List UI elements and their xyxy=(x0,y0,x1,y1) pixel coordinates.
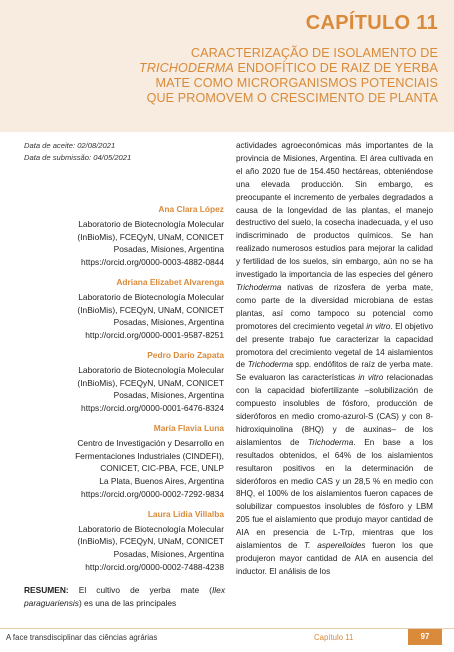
author-affiliation-line: Posadas, Misiones, Argentina xyxy=(113,549,224,560)
chapter-title xyxy=(60,46,438,106)
italic-term: Trichoderma xyxy=(307,437,354,447)
footer-chapter: Capítulo 11 xyxy=(314,633,354,642)
author-name: Pedro Darío Zapata xyxy=(147,349,224,360)
author-affiliation-line: (InBioMis), FCEQyN, UNaM, CONICET xyxy=(77,304,224,315)
author-affiliation-line: https://orcid.org/0000-0003-4882-0844 xyxy=(81,257,224,268)
italic-term: Ilex paraguariensis xyxy=(24,585,226,608)
author-block xyxy=(24,508,224,574)
italic-term: T. asperelloides xyxy=(304,541,366,551)
author-affiliation-line: https://orcid.org/0000-0001-6476-8324 xyxy=(81,403,224,414)
author-affiliation-line: http://orcid.org/0000-0002-7488-4238 xyxy=(85,561,224,572)
text-run: . En base a los resultados obtenidos, el 64% de los aislamientos resultaron positivos en la determinación de sideróforos en medio CAS y un 28,5 % en medio con 8HQ, el 100% de los aislamientos fueron capaces de solubilizar compuestos insolubles de fósforo y LBM 205 fue el aislamiento que produjo mayor cantidad de AIA en presencia de L-Trp, mientras que los aislamientos de xyxy=(236,437,433,551)
italic-term: Trichoderma xyxy=(247,360,294,370)
author-block xyxy=(24,349,224,415)
author-affiliation-line: Laboratorio de Biotecnología Molecular xyxy=(78,523,224,534)
author-name: María Flavia Luna xyxy=(153,422,224,433)
submitted-date: Data de submissão: 04/05/2021 xyxy=(24,153,132,162)
accepted-date: Data de aceite: 02/08/2021 xyxy=(24,141,116,150)
author-block xyxy=(24,276,224,342)
abstract-label: RESUMEN: xyxy=(24,585,69,595)
title-line: QUE PROMOVEM O CRESCIMENTO DE PLANTA xyxy=(146,91,438,105)
chapter-header xyxy=(0,0,454,132)
title-line: MATE COMO MICRORGANISMOS POTENCIAIS xyxy=(155,76,438,90)
author-affiliation-line: CONICET, CIC-PBA, FCE, UNLP xyxy=(100,463,224,474)
author-affiliation-line: Laboratorio de Biotecnología Molecular xyxy=(78,364,224,375)
italic-term: in vitro xyxy=(358,373,384,383)
text-run: nativas de rizosfera de yerba mate, como parte de la diversidad microbiana de estas plantas, así como tampoco su potencial como promotores del crecimiento vegetal xyxy=(236,282,433,331)
author-affiliation-line: Laboratorio de Biotecnología Molecular xyxy=(78,291,224,302)
author-affiliation-line: https://orcid.org/0000-0002-7292-9834 xyxy=(81,488,224,499)
author-affiliation-line: (InBioMis), FCEQyN, UNaM, CONICET xyxy=(77,377,224,388)
author-block xyxy=(24,203,224,269)
text-run: relacionadas con la capacidad biofertilizante –solubilización de compuesto insolubles de fósforo, producción de sideróforos en medio cromo-azurol-S (CAS) y con 8-hidroxiquinolina (8HQ) y de auxinas– de los aislamientos de xyxy=(236,373,433,447)
abstract-start xyxy=(24,584,225,610)
author-affiliation-line: http://orcid.org/0000-0001-9587-8251 xyxy=(85,330,224,341)
author-affiliation-line: Fermentaciones Industriales (CINDEFI), xyxy=(75,450,224,461)
page-number: 97 xyxy=(408,629,442,645)
text-run: fueron los que produjeron mayor cantidad de AIA en ausencia del inductor. El análisis de los xyxy=(236,541,434,576)
abstract-continuation xyxy=(236,140,433,579)
author-name: Adriana Elizabet Alvarenga xyxy=(116,276,224,287)
text-run: actividades agroeconómicas más importantes de la provincia de Misiones, Argentina. El área cultivada en el año 2020 fue de 154.450 hectáreas, obteniéndose una elevada producción. Sin embargo, es preocupante el incremento de yerbales degradados a causa de la longevidad de las plantas, el manejo destructivo del suelo, la cosecha inadecuada, y el uso indiscriminado de productos químicos. Se han realizado numerosos estudios para mejorar la calidad y fertilidad de los suelos, sin embargo, aún no se ha investigado la importancia de las especies del género xyxy=(236,141,433,280)
text-run: ) es una de las principales xyxy=(78,598,177,608)
author-name: Laura Lidia Villalba xyxy=(147,508,224,519)
left-column xyxy=(24,140,224,581)
italic-term: in vitro xyxy=(366,321,391,331)
text-run: El cultivo de yerba mate ( xyxy=(78,585,212,595)
author-affiliation-line: La Plata, Buenos Aires, Argentina xyxy=(99,476,224,487)
author-affiliation-line: Posadas, Misiones, Argentina xyxy=(113,317,224,328)
author-affiliation-line: Posadas, Misiones, Argentina xyxy=(113,390,224,401)
author-affiliation-line: Laboratorio de Biotecnología Molecular xyxy=(78,218,224,229)
author-affiliation-line: Posadas, Misiones, Argentina xyxy=(113,244,224,255)
author-affiliation-line: (InBioMis), FCEQyN, UNaM, CONICET xyxy=(77,536,224,547)
title-line: CARACTERIZAÇÃO DE ISOLAMENTO DE xyxy=(190,46,438,60)
author-list xyxy=(24,203,224,574)
author-affiliation-line: Centro de Investigación y Desarrollo en xyxy=(77,437,224,448)
book-title: A face transdisciplinar das ciências agrárias xyxy=(6,633,158,642)
text-run: . El objetivo del presente trabajo fue caracterizar la capacidad promotora del crecimiento vegetal de 14 aislamientos de xyxy=(236,321,434,370)
page-footer xyxy=(0,628,454,645)
text-run: spp. endófitos de raíz de yerba mate. Se evaluaron las características xyxy=(236,360,433,383)
author-name: Ana Clara López xyxy=(158,204,224,214)
chapter-number: CAPÍTULO 11 xyxy=(305,12,438,34)
author-affiliation-line: (InBioMis), FCEQyN, UNaM, CONICET xyxy=(77,231,224,242)
title-line: TRICHODERMA ENDOFÍTICO DE RAIZ DE YERBA xyxy=(139,61,438,75)
author-block xyxy=(24,422,224,501)
dates xyxy=(24,140,224,164)
italic-term: Trichoderma xyxy=(236,282,282,292)
